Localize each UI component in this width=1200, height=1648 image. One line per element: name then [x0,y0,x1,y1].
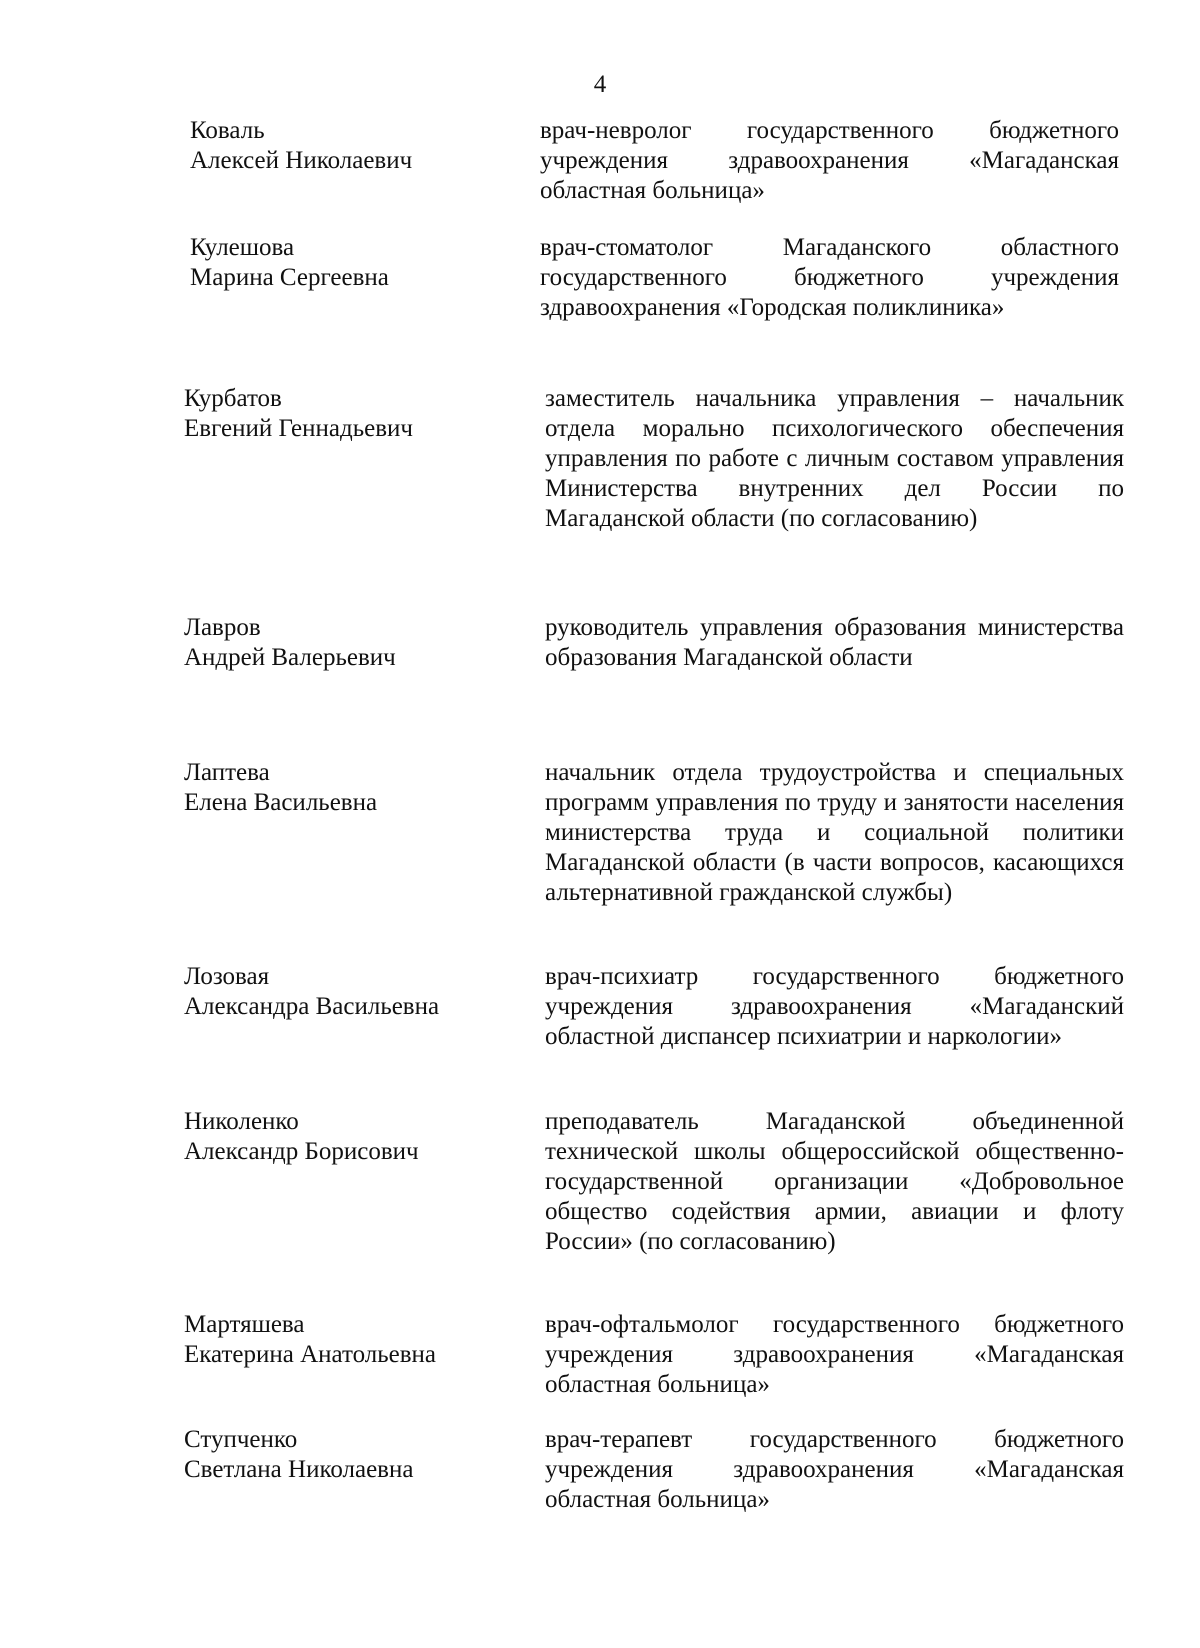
member-name [184,1425,413,1485]
member-given-names: Александр Борисович [184,1138,419,1165]
member-surname: Мартяшева [184,1311,305,1338]
member-position: заместитель начальника управления – начальник отдела морально психологического обеспечения управления по работе с личным составом управления Министерства внутренних дел России по Магаданской области (по согласованию) [545,385,1124,532]
member-given-names: Александра Васильевна [184,993,440,1020]
member-name [184,613,396,673]
member-given-names: Елена Васильевна [184,789,378,816]
member-name [190,116,412,176]
member-position: преподаватель Магаданской объединенной технической школы общероссийской общественно-государственной организации «Добровольное общество содействия армии, авиации и флоту России» (по согласованию) [545,1108,1124,1255]
member-position: врач-офтальмолог государственного бюджетного учреждения здравоохранения «Магаданская областная больница» [545,1311,1124,1398]
page-number: 4 [593,71,607,98]
member-given-names: Андрей Валерьевич [184,644,396,671]
member-position: врач-стоматолог Магаданского областного государственного бюджетного учреждения здравоохранения «Городская поликлиника» [540,234,1119,321]
member-position: руководитель управления образования министерства образования Магаданской области [545,614,1124,671]
member-name [184,1310,436,1370]
member-given-names: Евгений Геннадьевич [184,415,413,442]
member-surname: Лаптева [184,759,270,786]
member-given-names: Екатерина Анатольевна [184,1341,437,1368]
member-name [184,384,413,444]
member-surname: Кулешова [190,234,295,261]
member-name [184,1107,419,1167]
member-surname: Курбатов [184,385,282,412]
member-position: врач-психиатр государственного бюджетного учреждения здравоохранения «Магаданский областной диспансер психиатрии и наркологии» [545,963,1124,1050]
member-surname: Ступченко [184,1426,298,1453]
member-given-names: Марина Сергеевна [190,264,389,291]
member-position: начальник отдела трудоустройства и специальных программ управления по труду и занятости населения министерства труда и социальной политики Магаданской области (в части вопросов, касающихся альтернативной гражданской службы) [545,759,1124,906]
member-surname: Николенко [184,1108,299,1135]
member-name [190,233,389,293]
member-surname: Лозовая [184,963,270,990]
member-name [184,758,377,818]
member-position: врач-невролог государственного бюджетного учреждения здравоохранения «Магаданская областная больница» [540,117,1119,204]
member-name [184,962,439,1022]
member-surname: Лавров [184,614,261,641]
member-position: врач-терапевт государственного бюджетного учреждения здравоохранения «Магаданская областная больница» [545,1426,1124,1513]
member-surname: Коваль [190,117,265,144]
member-given-names: Светлана Николаевна [184,1456,414,1483]
member-given-names: Алексей Николаевич [190,147,413,174]
